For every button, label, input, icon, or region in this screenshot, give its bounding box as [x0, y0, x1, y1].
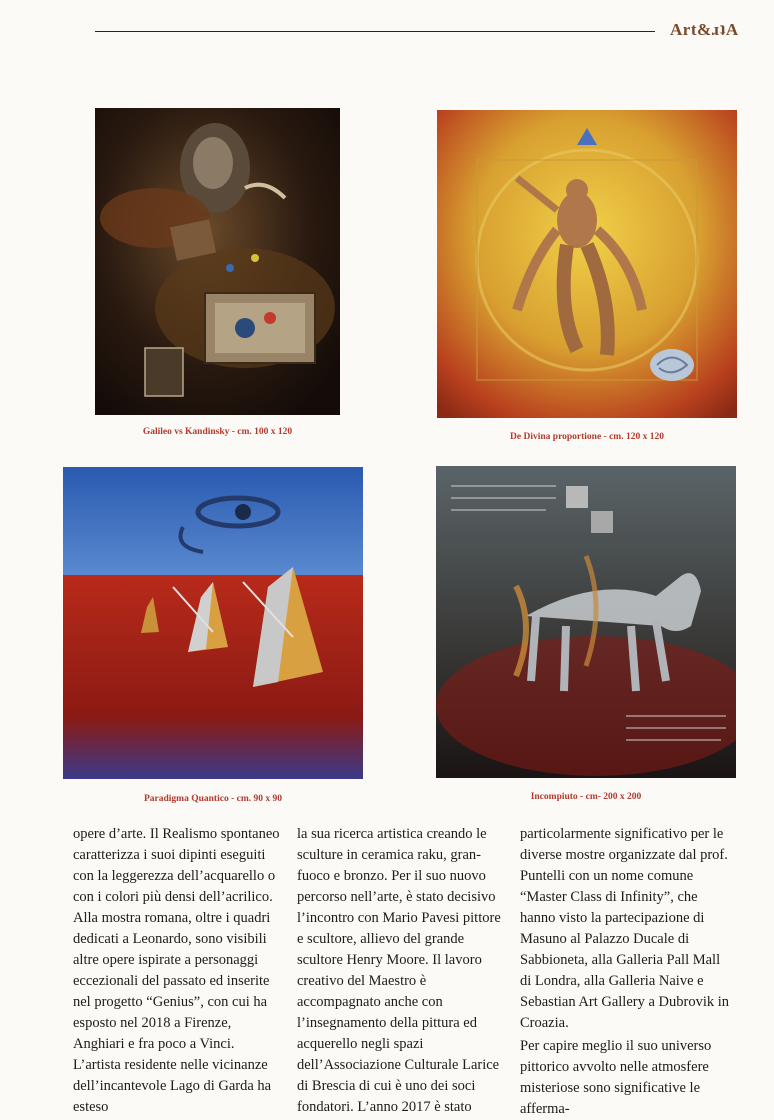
caption-divina: De Divina proportione - cm. 120 x 120 [510, 432, 664, 442]
caption-quantico: Paradigma Quantico - cm. 90 x 90 [143, 794, 282, 804]
text-column-1 [73, 824, 285, 1118]
magazine-logo: Art&ɹʇA [670, 20, 739, 39]
paragraph: Per capire meglio il suo universo pittorico avvolto nelle atmosfere misteriose sono significative le afferma- [520, 1038, 712, 1117]
painting-incompiuto [436, 466, 736, 778]
caption-incompiuto: Incompiuto - cm- 200 x 200 [530, 792, 642, 802]
text-column-3 [520, 824, 732, 1120]
painting-paradigma-quantico [63, 467, 363, 779]
caption-galileo: Galileo vs Kandinsky - cm. 100 x 120 [142, 427, 293, 437]
text-column-2 [297, 824, 509, 1118]
painting-galileo-vs-kandinsky [95, 108, 340, 415]
paragraph: la sua ricerca artistica creando le sculture in ceramica raku, gran-fuoco e bronzo. Per il suo nuovo percorso nell’arte, è stato decisivo l’incontro con Mario Pavesi pittore e scultore, allievo del grande scultore Henry Moore. Il lavoro creativo del Maestro è accompagnato anche con l’insegnamento della pittura ed acquerello negli spazi dell’Associazione Culturale Larice di Brescia di cui è uno dei soci fondatori. L’anno 2017 è stato [297, 826, 501, 1115]
paragraph: opere d’arte. Il Realismo spontaneo caratterizza i suoi dipinti eseguiti con la leggerezza dell’acquarello o con i colori più densi dell’acrilico. Alla mostra romana, oltre i quadri dedicati a Leonardo, sono visibili altre opere ispirate a personaggi eccezionali del passato ed inserite nel progetto “Genius”, con cui ha esposto nel 2018 a Firenze, Anghiari e fra poco a Vinci. L’artista residente nelle vicinanze dell’incantevole Lago di Garda ha esteso [73, 826, 280, 1115]
painting-de-divina-proportione [437, 110, 737, 418]
header-rule [95, 31, 655, 32]
paragraph: particolarmente significativo per le diverse mostre organizzate dal prof. Puntelli con un nome comune “Master Class di Infinity”, che hanno visto la partecipazione di Masuno al Palazzo Ducale di Sabbioneta, alla Galleria Pall Mall di Londra, alla Galleria Naive e Sebastian Art Gallery a Dubrovik in Croazia. [520, 826, 729, 1031]
